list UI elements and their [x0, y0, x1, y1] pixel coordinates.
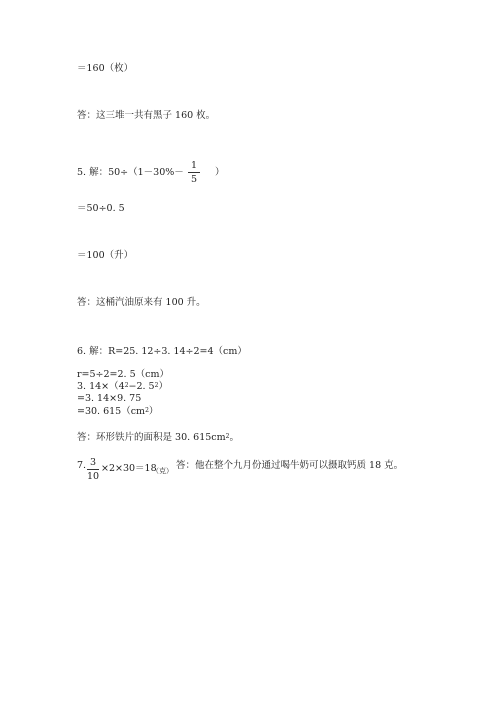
problem-5-text: 5. 解：50÷（1－30%－ — [77, 167, 184, 178]
fraction-denominator: 10 — [87, 471, 100, 482]
answer-line-5: 答：这桶汽油原来有 100 升。 — [77, 297, 206, 308]
fraction-one-fifth — [188, 160, 200, 185]
fraction-three-tenths — [87, 457, 99, 482]
fraction-denominator: 5 — [190, 174, 198, 185]
expr-part-2: −2. 5 — [128, 381, 155, 392]
expr-part-1: =30. 615（cm — [77, 406, 146, 417]
problem-6-step-1: r=5÷2=2. 5（cm） — [77, 369, 169, 380]
step-result-line: ＝160（枚） — [77, 63, 134, 74]
answer-text: 答：环形铁片的面积是 30. 615cm — [77, 432, 226, 443]
answer-line-7: 答：他在整个九月份通过喝牛奶可以摄取钙质 18 克。 — [176, 460, 404, 471]
answer-end: 。 — [229, 432, 239, 443]
fraction-bar — [87, 469, 99, 470]
exponent: 2 — [225, 433, 230, 440]
problem-6-line: 6. 解：R=25. 12÷3. 14÷2=4（cm） — [77, 346, 247, 357]
fraction-bar — [188, 172, 200, 173]
expr-part-3: ） — [158, 381, 168, 392]
unit-label: （克） — [152, 467, 173, 475]
exponent: 2 — [154, 382, 159, 389]
fraction-numerator: 3 — [89, 457, 97, 468]
answer-line-6 — [77, 432, 239, 444]
problem-6-step-2 — [77, 381, 168, 393]
problem-7-expression: ×2×30＝18 — [101, 463, 157, 474]
problem-5-step-2: ＝100（升） — [77, 250, 134, 261]
problem-7-number: 7. — [77, 460, 87, 471]
problem-5-line — [77, 167, 184, 179]
expr-part-2: ） — [148, 406, 159, 417]
problem-6-step-3: =3. 14×9. 75 — [77, 393, 142, 404]
expr-part-1: 3. 14×（4 — [77, 381, 125, 392]
answer-line-4: 答：这三堆一共有黑子 160 枚。 — [77, 110, 216, 121]
exponent: 2 — [124, 382, 129, 389]
problem-6-step-4 — [77, 406, 158, 418]
exponent: 2 — [145, 407, 149, 414]
fraction-numerator: 1 — [190, 160, 198, 171]
problem-5-close-paren: ） — [215, 167, 225, 178]
problem-5-step-1: ＝50÷0. 5 — [77, 203, 125, 214]
